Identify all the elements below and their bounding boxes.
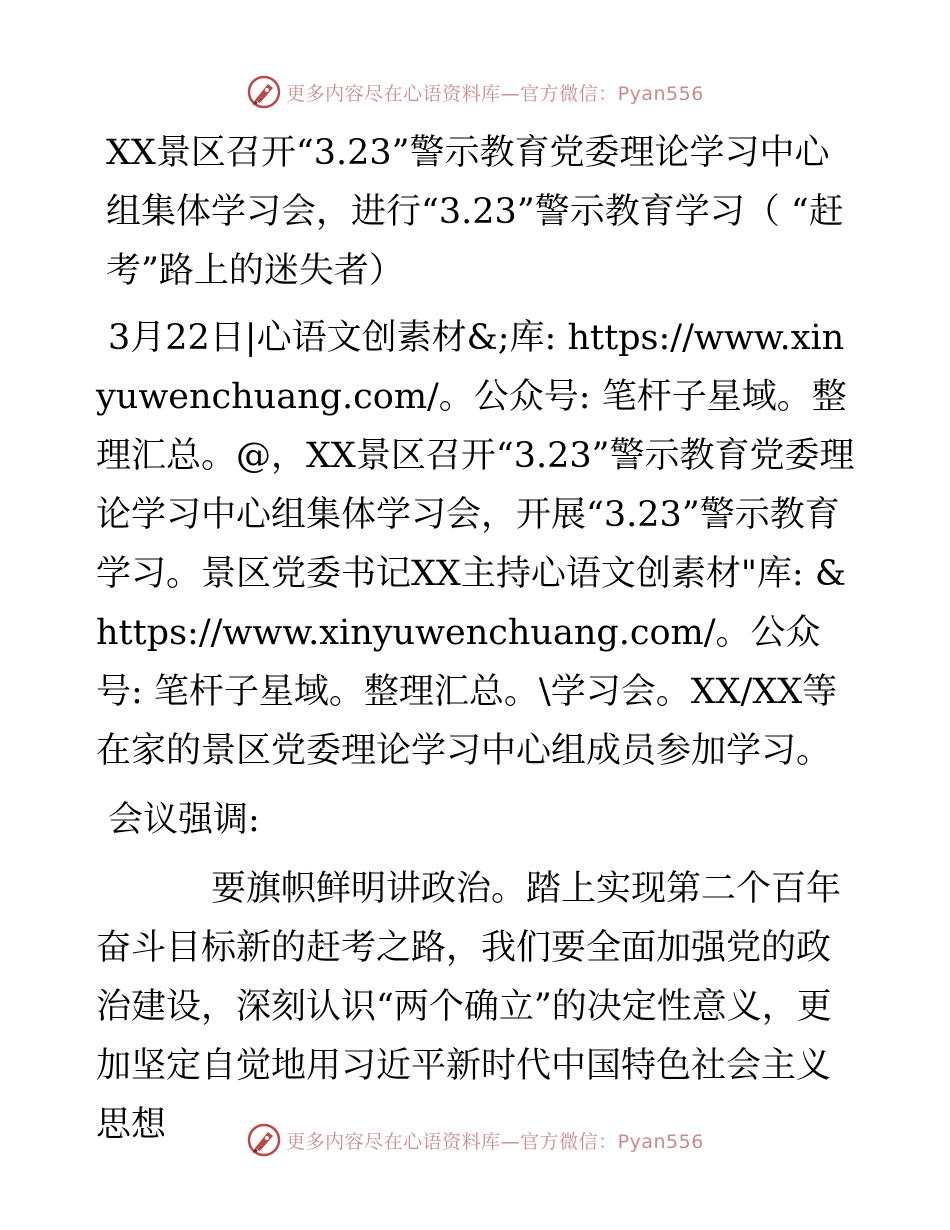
header-banner-inner xyxy=(246,74,704,110)
header-banner xyxy=(0,72,950,112)
meeting-heading: 会议强调: xyxy=(108,800,260,840)
footer-banner-inner xyxy=(246,1122,704,1158)
document-body xyxy=(96,124,856,1155)
document-title: XX景区召开“3.23”警示教育党委理论学习中心组集体学习会，进行“3.23”警示教育学习（ “赶考”路上的迷失者） xyxy=(106,133,844,291)
pen-nib-logo-icon xyxy=(246,74,282,110)
footer-banner-text: 更多内容尽在心语资料库—官方微信：Pyan556 xyxy=(286,1130,704,1153)
body-paragraph: 要旗帜鲜明讲政治。踏上实现第二个百年奋斗目标新的赶考之路，我们要全面加强党的政治建设，深刻认识“两个确立”的决定性意义，更加坚定自觉地用习近平新时代中国特色社会主义思想 xyxy=(96,869,842,1145)
pen-nib-logo-icon xyxy=(246,1122,282,1158)
title-block xyxy=(96,124,856,301)
footer-banner xyxy=(0,1120,950,1160)
intro-paragraph: 3月22日|心语文创素材&;库: https://www.xinyuwenchuang.com/。公众号: 笔杆子星域。整理汇总。@，XX景区召开“3.23”警示教育党委理论学习中心组集体学习会，开展“3.23”警示教育学习。景区党委书记XX主持心语文创素材"库: &https://www.xinyuwenchuang.com/。公众号: 笔杆子星域。整理汇总。\学习会。XX/XX等在家的景区党委理论学习中心组成员参加学习。 xyxy=(96,318,855,771)
header-banner-text: 更多内容尽在心语资料库—官方微信：Pyan556 xyxy=(286,82,704,105)
